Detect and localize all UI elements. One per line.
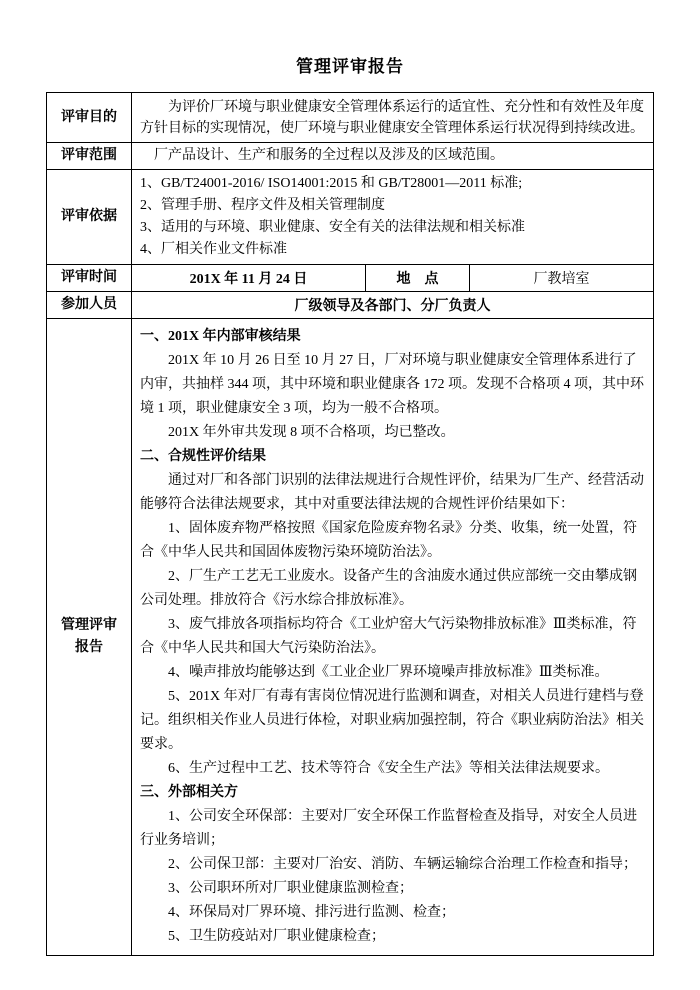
report-section-heading: 二、合规性评价结果 — [139, 449, 266, 464]
row-scope — [46, 143, 653, 170]
participants-text: 厂级领导及各部门、分厂负责人 — [294, 299, 491, 314]
report-paragraph: 201X 年外审共发现 8 项不合格项，均已整改。 — [167, 425, 455, 440]
time-label: 评审时间 — [46, 265, 131, 292]
scope-text: 厂产品设计、生产和服务的全过程以及涉及的区域范围。 — [153, 148, 504, 163]
document-title: 管理评审报告 — [296, 57, 404, 76]
basis-label: 评审依据 — [46, 170, 131, 265]
report-paragraph: 4、噪声排放均能够达到《工业企业厂界环境噪声排放标准》Ⅲ类标准。 — [167, 665, 609, 680]
report-paragraph: 1、公司安全环保部：主要对厂安全环保工作监督检查及指导，对安全人员进行业务培训； — [139, 809, 637, 848]
review-report-table — [46, 92, 654, 956]
purpose-label: 评审目的 — [46, 93, 131, 143]
basis-cell — [131, 170, 653, 265]
participants-cell — [131, 292, 653, 319]
row-report — [46, 319, 653, 956]
time-date: 201X 年 11 月 24 日 — [131, 265, 365, 292]
basis-item: 4、厂相关作业文件标准 — [139, 242, 287, 257]
report-paragraph: 4、环保局对厂界环境、排污进行监测、检查； — [167, 905, 455, 920]
row-participants — [46, 292, 653, 319]
report-paragraph: 3、废气排放各项指标均符合《工业炉窑大气污染物排放标准》Ⅲ类标准，符合《中华人民共和国大气污染防治法》。 — [139, 617, 637, 656]
report-paragraph: 2、公司保卫部：主要对厂治安、消防、车辆运输综合治理工作检查和指导； — [167, 857, 637, 872]
basis-item: 2、管理手册、程序文件及相关管理制度 — [139, 198, 385, 213]
basis-item: 1、GB/T24001-2016/ ISO14001:2015 和 GB/T28001—2011 标准; — [139, 176, 523, 191]
place-label: 地 点 — [365, 265, 469, 292]
report-section-heading: 一、201X 年内部审核结果 — [139, 329, 301, 344]
place-value: 厂教培室 — [469, 265, 653, 292]
report-paragraph: 通过对厂和各部门识别的法律法规进行合规性评价，结果为厂生产、经营活动能够符合法律法规要求，其中对重要法律法规的合规性评价结果如下： — [139, 473, 644, 512]
row-time — [46, 265, 653, 292]
basis-item: 3、适用的与环境、职业健康、安全有关的法律法规和相关标准 — [139, 220, 525, 235]
purpose-cell — [131, 93, 653, 143]
report-paragraph: 5、卫生防疫站对厂职业健康检查； — [167, 929, 385, 944]
report-label — [46, 319, 131, 956]
report-paragraph: 1、固体废弃物严格按照《国家危险废弃物名录》分类、收集，统一处置，符合《中华人民共和国固体废物污染环境防治法》。 — [139, 521, 637, 560]
report-label-line1: 管理评审 — [60, 618, 117, 633]
report-paragraph: 5、201X 年对厂有毒有害岗位情况进行监测和调查，对相关人员进行建档与登记。组织相关作业人员进行体检，对职业病加强控制，符合《职业病防治法》相关要求。 — [139, 689, 644, 752]
scope-cell — [131, 143, 653, 170]
row-basis — [46, 170, 653, 265]
participants-label: 参加人员 — [46, 292, 131, 319]
report-paragraph: 3、公司职环所对厂职业健康监测检查； — [167, 881, 413, 896]
purpose-text: 为评价厂环境与职业健康安全管理体系运行的适宜性、充分性和有效性及年度方针目标的实现情况，使厂环境与职业健康安全管理体系运行状况得到持续改进。 — [139, 99, 644, 136]
report-cell — [131, 319, 653, 956]
report-paragraph: 6、生产过程中工艺、技术等符合《安全生产法》等相关法律法规要求。 — [167, 761, 609, 776]
report-label-line2: 报告 — [74, 640, 103, 655]
row-purpose — [46, 93, 653, 143]
report-body — [140, 325, 645, 949]
report-section-heading: 三、外部相关方 — [139, 785, 238, 800]
report-paragraph: 201X 年 10 月 26 日至 10 月 27 日，厂对环境与职业健康安全管理体系进行了内审，共抽样 344 项，其中环境和职业健康各 172 项。发现不合格项 4 项，其中环境 1 项，职业健康安全 3 项，均为一般不合格项。 — [139, 353, 644, 416]
scope-label: 评审范围 — [46, 143, 131, 170]
report-paragraph: 2、厂生产工艺无工业废水。设备产生的含油废水通过供应部统一交由攀成钢公司处理。排放符合《污水综合排放标准》。 — [139, 569, 637, 608]
